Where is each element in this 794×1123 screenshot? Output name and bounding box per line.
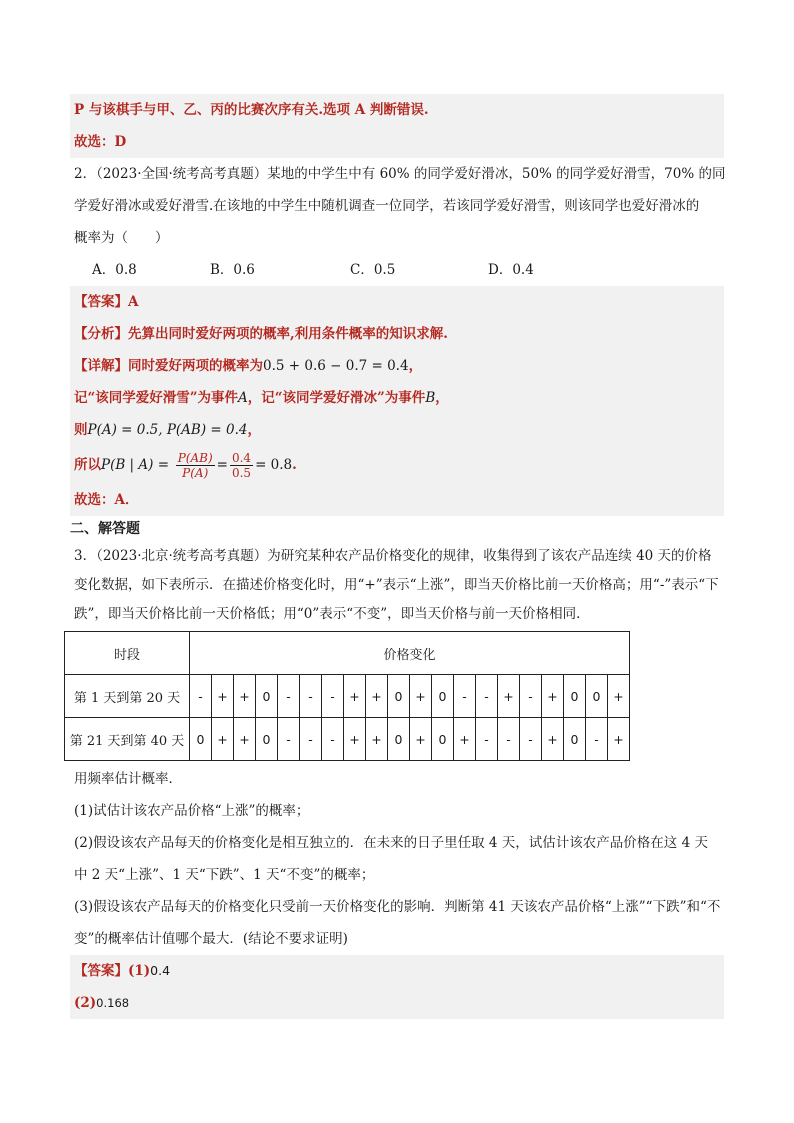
table-cell: + — [344, 718, 366, 761]
q3-part1: (1)试估计该农产品价格“上涨”的概率； — [74, 803, 310, 819]
table-row — [65, 675, 630, 718]
q2-option-b: B．0.6 — [210, 262, 255, 278]
table-cell: - — [476, 718, 498, 761]
q2-detail-line2 — [70, 382, 724, 414]
q3-part2-line1: (2)假设该农产品每天的价格变化是相互独立的．在未来的日子里任取 4 天，试估计该农产品价格在这 4 天 — [74, 835, 708, 851]
q2-option-a: A．0.8 — [92, 262, 137, 278]
q3-stem-line2: 变化数据，如下表所示．在描述价格变化时，用“+”表示“上涨”，即当天价格比前一天价格高；用“-”表示“下 — [74, 577, 719, 593]
table-cell: + — [410, 718, 432, 761]
table-cell: 0 — [586, 675, 608, 718]
q2-detail-end4: . — [292, 457, 297, 473]
q2-option-d: D．0.4 — [488, 262, 534, 278]
q2-stem-line1: 2．（2023·全国·统考高考真题）某地的中学生中有 60% 的同学爱好滑冰，50% 的同学爱好滑雪，70% 的同 — [74, 166, 726, 182]
table-cell: 0 — [256, 718, 278, 761]
table-cell: 0 — [564, 718, 586, 761]
q2-analysis-tag: 【分析】 — [74, 326, 128, 342]
q3-answer-line2 — [70, 987, 724, 1019]
table-cell: - — [454, 675, 476, 718]
q3-stem-line3: 跌”，即当天价格比前一天价格低；用“0”表示“不变”，即当天价格与前一天价格相同． — [74, 606, 590, 622]
table-cell: - — [190, 675, 212, 718]
q3-part2-line2: 中 2 天“上涨”、1 天“下跌”、1 天“不变”的概率； — [74, 867, 375, 883]
q2-fraction-1-num: P(AB) — [177, 451, 213, 465]
table-cell: - — [498, 718, 520, 761]
q3-part3-line2: 变”的概率估计值哪个最大．(结论不要求证明) — [74, 931, 348, 947]
q2-fraction-2 — [230, 451, 253, 480]
q2-options — [70, 254, 724, 286]
table-header-row — [65, 632, 630, 675]
q2-detail-tag: 【详解】 — [74, 358, 128, 374]
table-row-label: 第 21 天到第 40 天 — [65, 718, 190, 761]
q2-detail-rhs4: = 0.8 — [255, 457, 293, 473]
table-cell: + — [212, 675, 234, 718]
q2-event-b: B — [425, 390, 436, 406]
q2-detail-end2: ， — [435, 390, 449, 406]
table-cell: 0 — [190, 718, 212, 761]
q2-detail-lhs4: P(B | A) = — [101, 457, 170, 473]
price-change-table — [64, 631, 630, 761]
table-cell: - — [322, 675, 344, 718]
q2-detail-line4: 所以P(B | A) = $\frac{P(AB)}{P(A)}$ = $\frac{0.4}{0.5}$ = 0.8. — [74, 451, 297, 480]
table-cell: - — [586, 718, 608, 761]
table-cell: - — [476, 675, 498, 718]
table-cell: 0 — [432, 675, 454, 718]
q2-detail-line1 — [70, 350, 724, 382]
prev-solution-block — [70, 94, 724, 158]
q3-answer-block — [70, 955, 724, 1019]
q2-detail-pre3: 则 — [74, 422, 88, 438]
q2-solution-block — [70, 286, 724, 516]
table-header-period: 时段 — [65, 632, 190, 675]
prev-choose: 故选：D — [74, 134, 127, 150]
table-cell: 0 — [432, 718, 454, 761]
table-cell: + — [498, 675, 520, 718]
table-cell: + — [608, 718, 630, 761]
document-page — [70, 94, 724, 1019]
section-heading: 二、解答题 — [70, 521, 140, 537]
table-cell: - — [300, 675, 322, 718]
q3-answer1-value: 0.4 — [150, 963, 171, 978]
q2-detail-math3: P(A) = 0.5, P(AB) = 0.4 — [87, 422, 248, 438]
q3-answer2-value: 0.168 — [96, 996, 130, 1010]
table-cell: + — [608, 675, 630, 718]
q2-analysis-text: 先算出同时爱好两项的概率,利用条件概率的知识求解. — [128, 326, 448, 342]
q2-detail-end3: ， — [247, 422, 261, 438]
q3-answer-line1 — [70, 955, 724, 987]
q2-choose: 故选：A． — [74, 492, 139, 508]
table-cell: - — [520, 718, 542, 761]
q3-frequency-note: 用频率估计概率． — [74, 771, 182, 787]
q2-fraction-2-num: 0.4 — [231, 451, 252, 465]
table-cell: + — [212, 718, 234, 761]
q2-fraction-2-den: 0.5 — [231, 466, 252, 480]
table-cell: - — [300, 718, 322, 761]
table-header-change: 价格变化 — [190, 632, 630, 675]
q3-answer1-number: (1) — [128, 963, 151, 979]
table-cell: + — [344, 675, 366, 718]
q2-stem-line3: 概率为（ ） — [74, 230, 169, 246]
q2-detail-text2a: 记“该同学爱好滑雪”为事件 — [74, 390, 239, 406]
table-cell: - — [520, 675, 542, 718]
table-cell: + — [366, 675, 388, 718]
table-cell: 0 — [256, 675, 278, 718]
table-row — [65, 718, 630, 761]
q2-stem-line2: 学爱好滑冰或爱好滑雪.在该地的中学生中随机调查一位同学，若该同学爱好滑雪，则该同学也爱好滑冰的 — [74, 198, 700, 214]
table-cell: 0 — [388, 718, 410, 761]
table-cell: - — [278, 718, 300, 761]
table-cell: + — [542, 675, 564, 718]
table-cell: + — [410, 675, 432, 718]
table-cell: + — [234, 675, 256, 718]
q2-answer-tag: 【答案】 — [74, 294, 128, 310]
q2-detail-math1: 0.5 + 0.6 − 0.7 = 0.4 — [263, 358, 409, 374]
table-cell: + — [234, 718, 256, 761]
q2-answer — [70, 286, 724, 318]
q2-event-a: A — [238, 390, 248, 406]
q2-fraction-1-den: P(A) — [182, 466, 209, 480]
q2-detail-end1: ， — [408, 358, 423, 374]
table-cell: + — [542, 718, 564, 761]
q3-answer2-number: (2) — [74, 995, 97, 1011]
q2-detail-pre4: 所以 — [74, 457, 101, 473]
q2-detail-text1: 同时爱好两项的概率为 — [128, 358, 263, 374]
q2-answer-value: A — [128, 294, 139, 310]
q2-fraction-1 — [176, 451, 215, 480]
q2-detail-line3 — [70, 414, 724, 446]
table-cell: - — [278, 675, 300, 718]
table-cell: + — [366, 718, 388, 761]
q2-option-c: C．0.5 — [350, 262, 396, 278]
prev-conclusion: P 与该棋手与甲、乙、丙的比赛次序有关.选项 A 判断错误. — [74, 102, 429, 118]
table-row-label: 第 1 天到第 20 天 — [65, 675, 190, 718]
q3-part3-line1: (3)假设该农产品每天的价格变化只受前一天价格变化的影响．判断第 41 天该农产品价格“上涨”“下跌”和“不 — [74, 899, 721, 915]
q2-analysis — [70, 318, 724, 350]
table-cell: + — [454, 718, 476, 761]
q3-answer-tag: 【答案】 — [74, 963, 128, 979]
q2-detail-text2b: ，记“该同学爱好滑冰”为事件 — [247, 390, 426, 406]
table-cell: 0 — [564, 675, 586, 718]
q3-stem-line1: 3．（2023·北京·统考高考真题）为研究某种农产品价格变化的规律，收集得到了该农产品连续 40 天的价格 — [74, 548, 712, 564]
table-cell: 0 — [388, 675, 410, 718]
table-cell: - — [322, 718, 344, 761]
